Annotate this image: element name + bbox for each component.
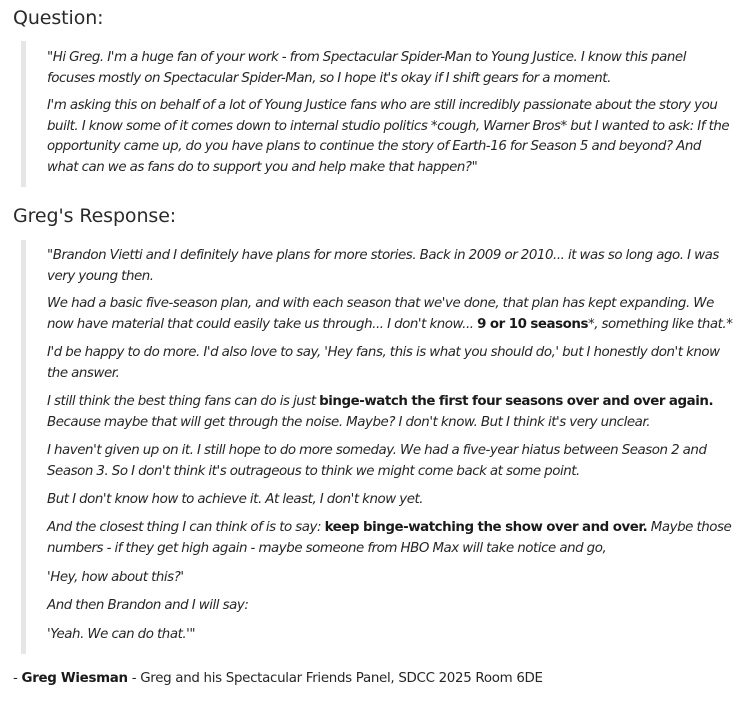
source-text: - Greg and his Spectacular Friends Panel, SDCC 2025 Room 6DE <box>127 671 543 686</box>
response-paragraph: And the closest thing I can think of is to say: keep binge-watching the show over and over. Maybe those numbers - if they get high again - maybe someone from HBO Max will take notice and go, <box>47 520 732 556</box>
response-paragraph: I haven't given up on it. I still hope to do more someday. We had a five-year hiatus between Season 2 and Season 3. So I don't think it's outrageous to think we might come back at some point. <box>47 443 707 479</box>
response-paragraph: I'd be happy to do more. I'd also love to say, 'Hey fans, this is what you should do,' but I honestly don't know the answer. <box>47 345 720 381</box>
response-paragraph: We had a basic five-season plan, and with each season that we've done, that plan has kept expanding. We now have material that could easily take us through... I don't know... 9 or 10 seasons*, something like that.* <box>47 296 733 332</box>
response-paragraph: 'Hey, how about this?' <box>47 570 184 585</box>
response-paragraph: But I don't know how to achieve it. At least, I don't know yet. <box>47 492 424 507</box>
question-paragraph: "Hi Greg. I'm a huge fan of your work - from Spectacular Spider-Man to Young Justice. I know this panel focuses mostly on Spectacular Spider-Man, so I hope it's okay if I shift gears for a moment. <box>47 50 686 86</box>
response-heading: Greg's Response: <box>13 205 177 227</box>
question-heading: Question: <box>13 7 104 29</box>
question-paragraph: I'm asking this on behalf of a lot of Young Justice fans who are still incredibly passionate about the story you built. I know some of it comes down to internal studio politics *cough, Warner Bros* but I wanted to ask: If the opportunity came up, do you have plans to continue the story of Earth-16 for Season 5 and beyond? And what can we as fans do to support you and help make that happen?" <box>47 98 730 175</box>
response-paragraph: And then Brandon and I will say: <box>47 598 249 613</box>
emphasis-text: keep binge-watching the show over and over. <box>324 520 648 535</box>
response-paragraph: "Brandon Vietti and I definitely have plans for more stories. Back in 2009 or 2010... it was so long ago. I was very young then. <box>47 248 719 284</box>
response-paragraph: 'Yeah. We can do that.'" <box>47 627 196 642</box>
response-blockquote <box>21 240 737 654</box>
author-name: Greg Wiesman <box>21 671 128 686</box>
question-blockquote <box>21 41 737 187</box>
attribution-line: - Greg Wiesman - Greg and his Spectacular Friends Panel, SDCC 2025 Room 6DE <box>13 671 543 686</box>
response-paragraph: I still think the best thing fans can do is just binge-watch the first four seasons over and over again. Because maybe that will get through the noise. Maybe? I don't know. But I think it's very unclear. <box>47 394 714 430</box>
emphasis-text: 9 or 10 seasons <box>477 316 588 332</box>
emphasis-text: binge-watch the first four seasons over and over again. <box>319 394 714 409</box>
